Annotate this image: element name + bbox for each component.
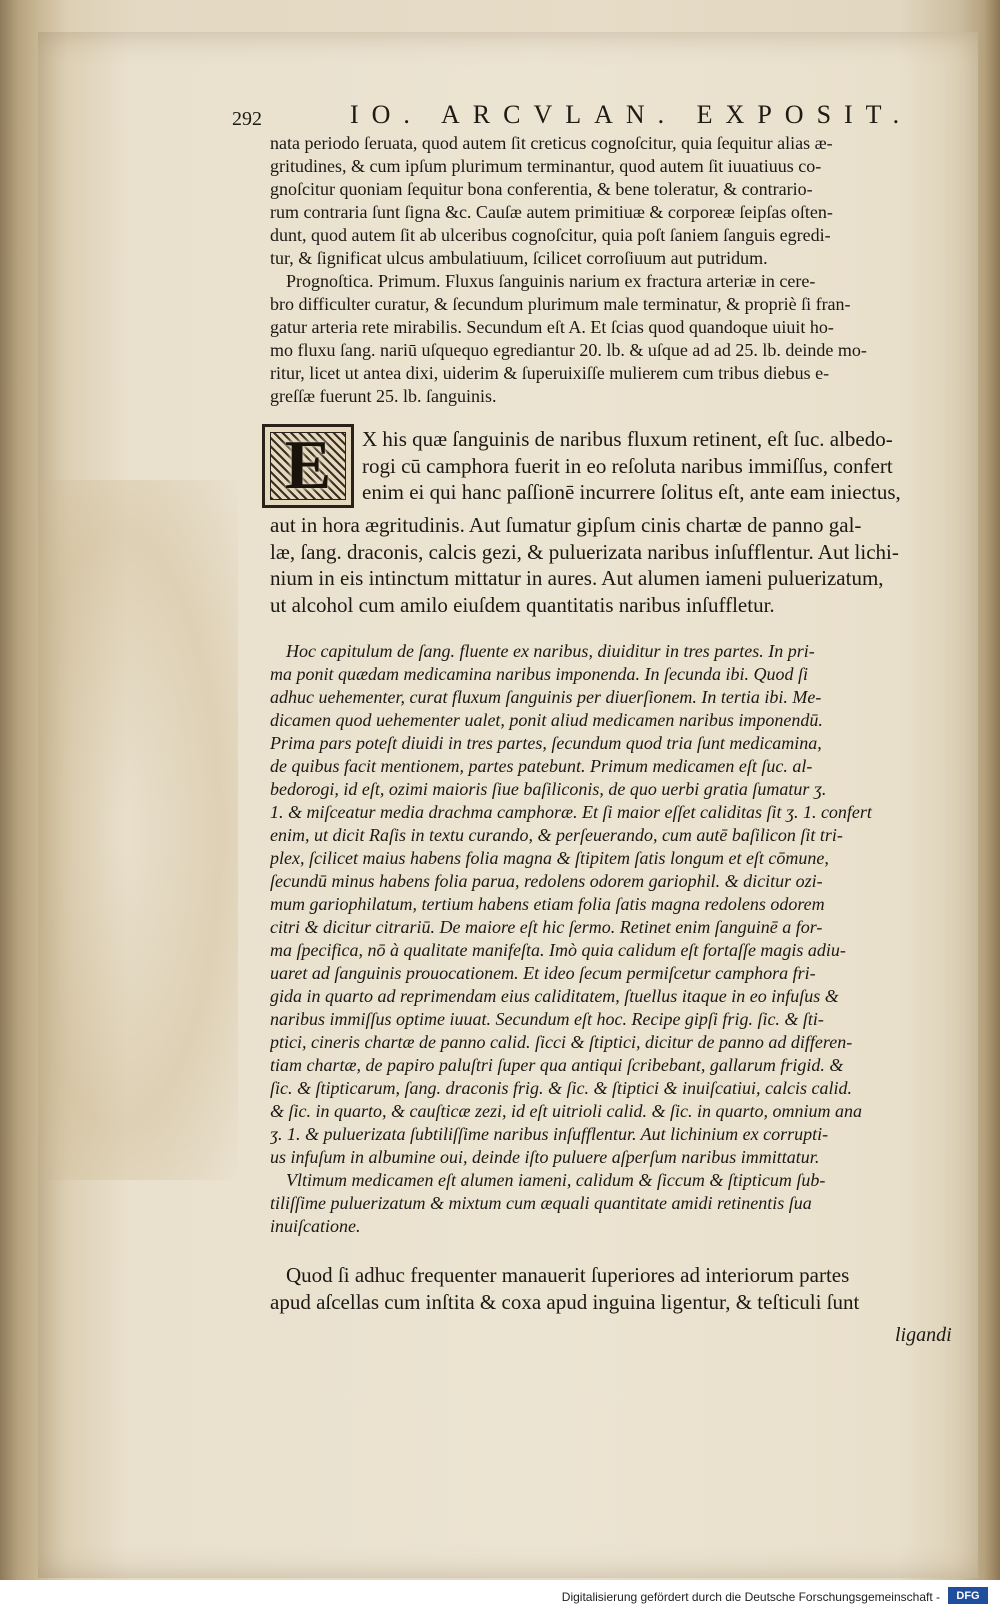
text-line: enim ei qui hanc paſſionē incurrere ſolitus eſt, ante eam iniectus, — [362, 480, 901, 504]
text-line: ritur, licet ut antea dixi, uiderim & ſuperuixiſſe mulierem cum tribus diebus e- — [270, 363, 830, 383]
text-line: gida in quarto ad reprimendam eius caliditatem, ſtuellus itaque in eo infuſus & — [270, 986, 839, 1006]
text-line: enim, ut dicit Raſis in textu curando, & perſeuerando, cum autē baſilicon ſit tri- — [270, 825, 843, 845]
text-line: bro difficulter curatur, & ſecundum plurimum male terminatur, & propriè ſi fran- — [270, 294, 851, 314]
text-line: ʒ. 1. & puluerizata ſubtiliſſime naribus inſufflentur. Aut lichinium ex corrupti- — [270, 1124, 829, 1144]
text-line: X his quæ ſanguinis de naribus fluxum retinent, eſt ſuc. albedo- — [362, 427, 893, 451]
dfg-logo: DFG — [948, 1587, 988, 1604]
text-line: gatur arteria rete mirabilis. Secundum eſt A. Et ſcias quod quandoque uiuit ho- — [270, 317, 834, 337]
text-line: nata periodo ſeruata, quod autem ſit creticus cognoſcitur, quia ſequitur alias æ- — [270, 133, 833, 153]
text-line: mum gariophilatum, tertium habens etiam folia ſatis magna redolens odorem — [270, 894, 825, 914]
text-line: gritudines, & cum ipſum plurimum terminantur, quod autem ſit iuuatiuus co- — [270, 156, 822, 176]
text-line: ſecundū minus habens folia parua, redolens odorem gariophil. & dicitur ozi- — [270, 871, 823, 891]
initial-letter: E — [284, 427, 332, 504]
text-line: tiliſſime puluerizatum & mixtum cum æquali quantitate amidi retinentis ſua — [270, 1193, 812, 1213]
text-line: mo fluxu ſang. nariū uſquequo egrediantur 20. lb. & uſque ad ad 25. lb. deinde mo- — [270, 340, 867, 360]
text-line: plex, ſcilicet maius habens folia magna & ſtipitem ſatis longum et eſt cōmune, — [270, 848, 829, 868]
text-line: citri & dicitur citrariū. De maiore eſt hic ſermo. Retinet enim ſanguinē a for- — [270, 917, 823, 937]
text-line: Vltimum medicamen eſt alumen iameni, calidum & ſiccum & ſtipticum ſub- — [286, 1170, 826, 1190]
text-line: dicamen quod uehementer ualet, ponit aliud medicamen naribus imponendū. — [270, 710, 823, 730]
text-line: tiam chartæ, de papiro paluſtri ſuper qua antiqui ſcribebant, gallarum frigid. & — [270, 1055, 844, 1075]
text-line: adhuc uehementer, curat fluxum ſanguinis per diuerſionem. In tertia ibi. Me- — [270, 687, 822, 707]
text-line: Prima pars poteſt diuidi in tres partes, ſecundum quod tria ſunt medicamina, — [270, 733, 822, 753]
text-line: nium in eis intinctum mittatur in aures. Aut alumen iameni puluerizatum, — [270, 566, 884, 590]
text-line: ut alcohol cum amilo eiuſdem quantitatis naribus inſuffletur. — [270, 592, 775, 617]
text-line: 1. & miſceatur media drachma camphoræ. Et ſi maior eſſet caliditas ſit ʒ. 1. confert — [270, 802, 872, 822]
text-line: tur, & ſignificat ulcus ambulatiuum, ſcilicet corroſiuum aut putridum. — [270, 248, 768, 268]
text-line: apud aſcellas cum inſtita & coxa apud inguina ligentur, & teſticuli ſunt — [270, 1290, 860, 1314]
text-line: & ſic. in quarto, & cauſticæ zezi, id eſt uitrioli calid. & ſic. in quarto, omnium ana — [270, 1101, 862, 1121]
text-line: dunt, quod autem ſit ab ulceribus cognoſcitur, quia poſt ſaniem ſanguis egredi- — [270, 225, 831, 245]
text-line: rogi cū camphora fuerit in eo reſoluta naribus immiſſus, confert — [362, 453, 893, 478]
text-line: Quod ſi adhuc frequenter manauerit ſuperiores ad interiorum partes — [286, 1263, 850, 1287]
digitization-credit: Digitalisierung gefördert durch die Deutsche Forschungsgemeinschaft - — [561, 1590, 940, 1604]
text-section-head — [362, 426, 960, 506]
text-line: uaret ad ſanguinis prouocationem. Et ideo ſecum permiſcetur camphora fri- — [270, 963, 816, 983]
commentary — [270, 640, 960, 1238]
text-line: Hoc capitulum de ſang. fluente ex naribus, diuiditur in tres partes. In pri- — [286, 641, 815, 661]
text-line: de quibus facit mentionem, partes patebunt. Primum medicamen eſt ſuc. al- — [270, 756, 813, 776]
text-line: ma ſpecifica, nō à qualitate manifeſta. Imò quia calidum eſt fortaſſe magis adiu- — [270, 940, 846, 960]
text-line: inuiſcatione. — [270, 1216, 361, 1236]
running-title: IO. ARCVLAN. EXPOSIT. — [350, 100, 913, 129]
text-line: ſic. & ſtipticarum, ſang. draconis frig. & ſic. & ſtiptici & inuiſcatiui, calcis calid. — [270, 1078, 852, 1098]
decorated-initial — [262, 424, 354, 508]
catchword: ligandi — [895, 1324, 952, 1346]
text-line: bedorogi, id eſt, ozimi maioris ſiue baſiliconis, de quo uerbi gratia ſumatur ʒ. — [270, 779, 827, 799]
text-line: læ, ſang. draconis, calcis gezi, & puluerizata naribus inſufflentur. Aut lichi- — [270, 539, 899, 564]
text-line: naribus immiſſus optime iuuat. Secundum eſt hoc. Recipe gipſi frig. ſic. & ſti- — [270, 1009, 824, 1029]
text-section-body — [270, 512, 960, 618]
text-line: gnoſcitur quoniam ſequitur bona conferentia, & bene toleratur, & contrario- — [270, 179, 813, 199]
text-line: greſſæ fuerunt 25. lb. ſanguinis. — [270, 386, 497, 406]
text-line: us infuſum in albumine oui, deinde iſto puluere aſperſum naribus immittatur. — [270, 1147, 820, 1167]
text-line: rum contraria ſunt ſigna &c. Cauſæ autem primitiuæ & corporeæ ſeipſas oſten- — [270, 202, 833, 222]
final-text — [270, 1262, 960, 1316]
text-line: aut in hora ægritudinis. Aut ſumatur gipſum cinis chartæ de panno gal- — [270, 513, 862, 537]
text-line: ptici, cineris chartæ de panno calid. ſicci & ſtiptici, dicitur de panno ad differen- — [270, 1032, 853, 1052]
text-line: Prognoſtica. Primum. Fluxus ſanguinis narium ex fractura arteriæ in cere- — [286, 271, 816, 291]
page-number: 292 — [232, 108, 262, 130]
text-line: ma ponit quædam medicamina naribus imponenda. In ſecunda ibi. Quod ſi — [270, 664, 808, 684]
paragraph-1 — [270, 132, 960, 408]
